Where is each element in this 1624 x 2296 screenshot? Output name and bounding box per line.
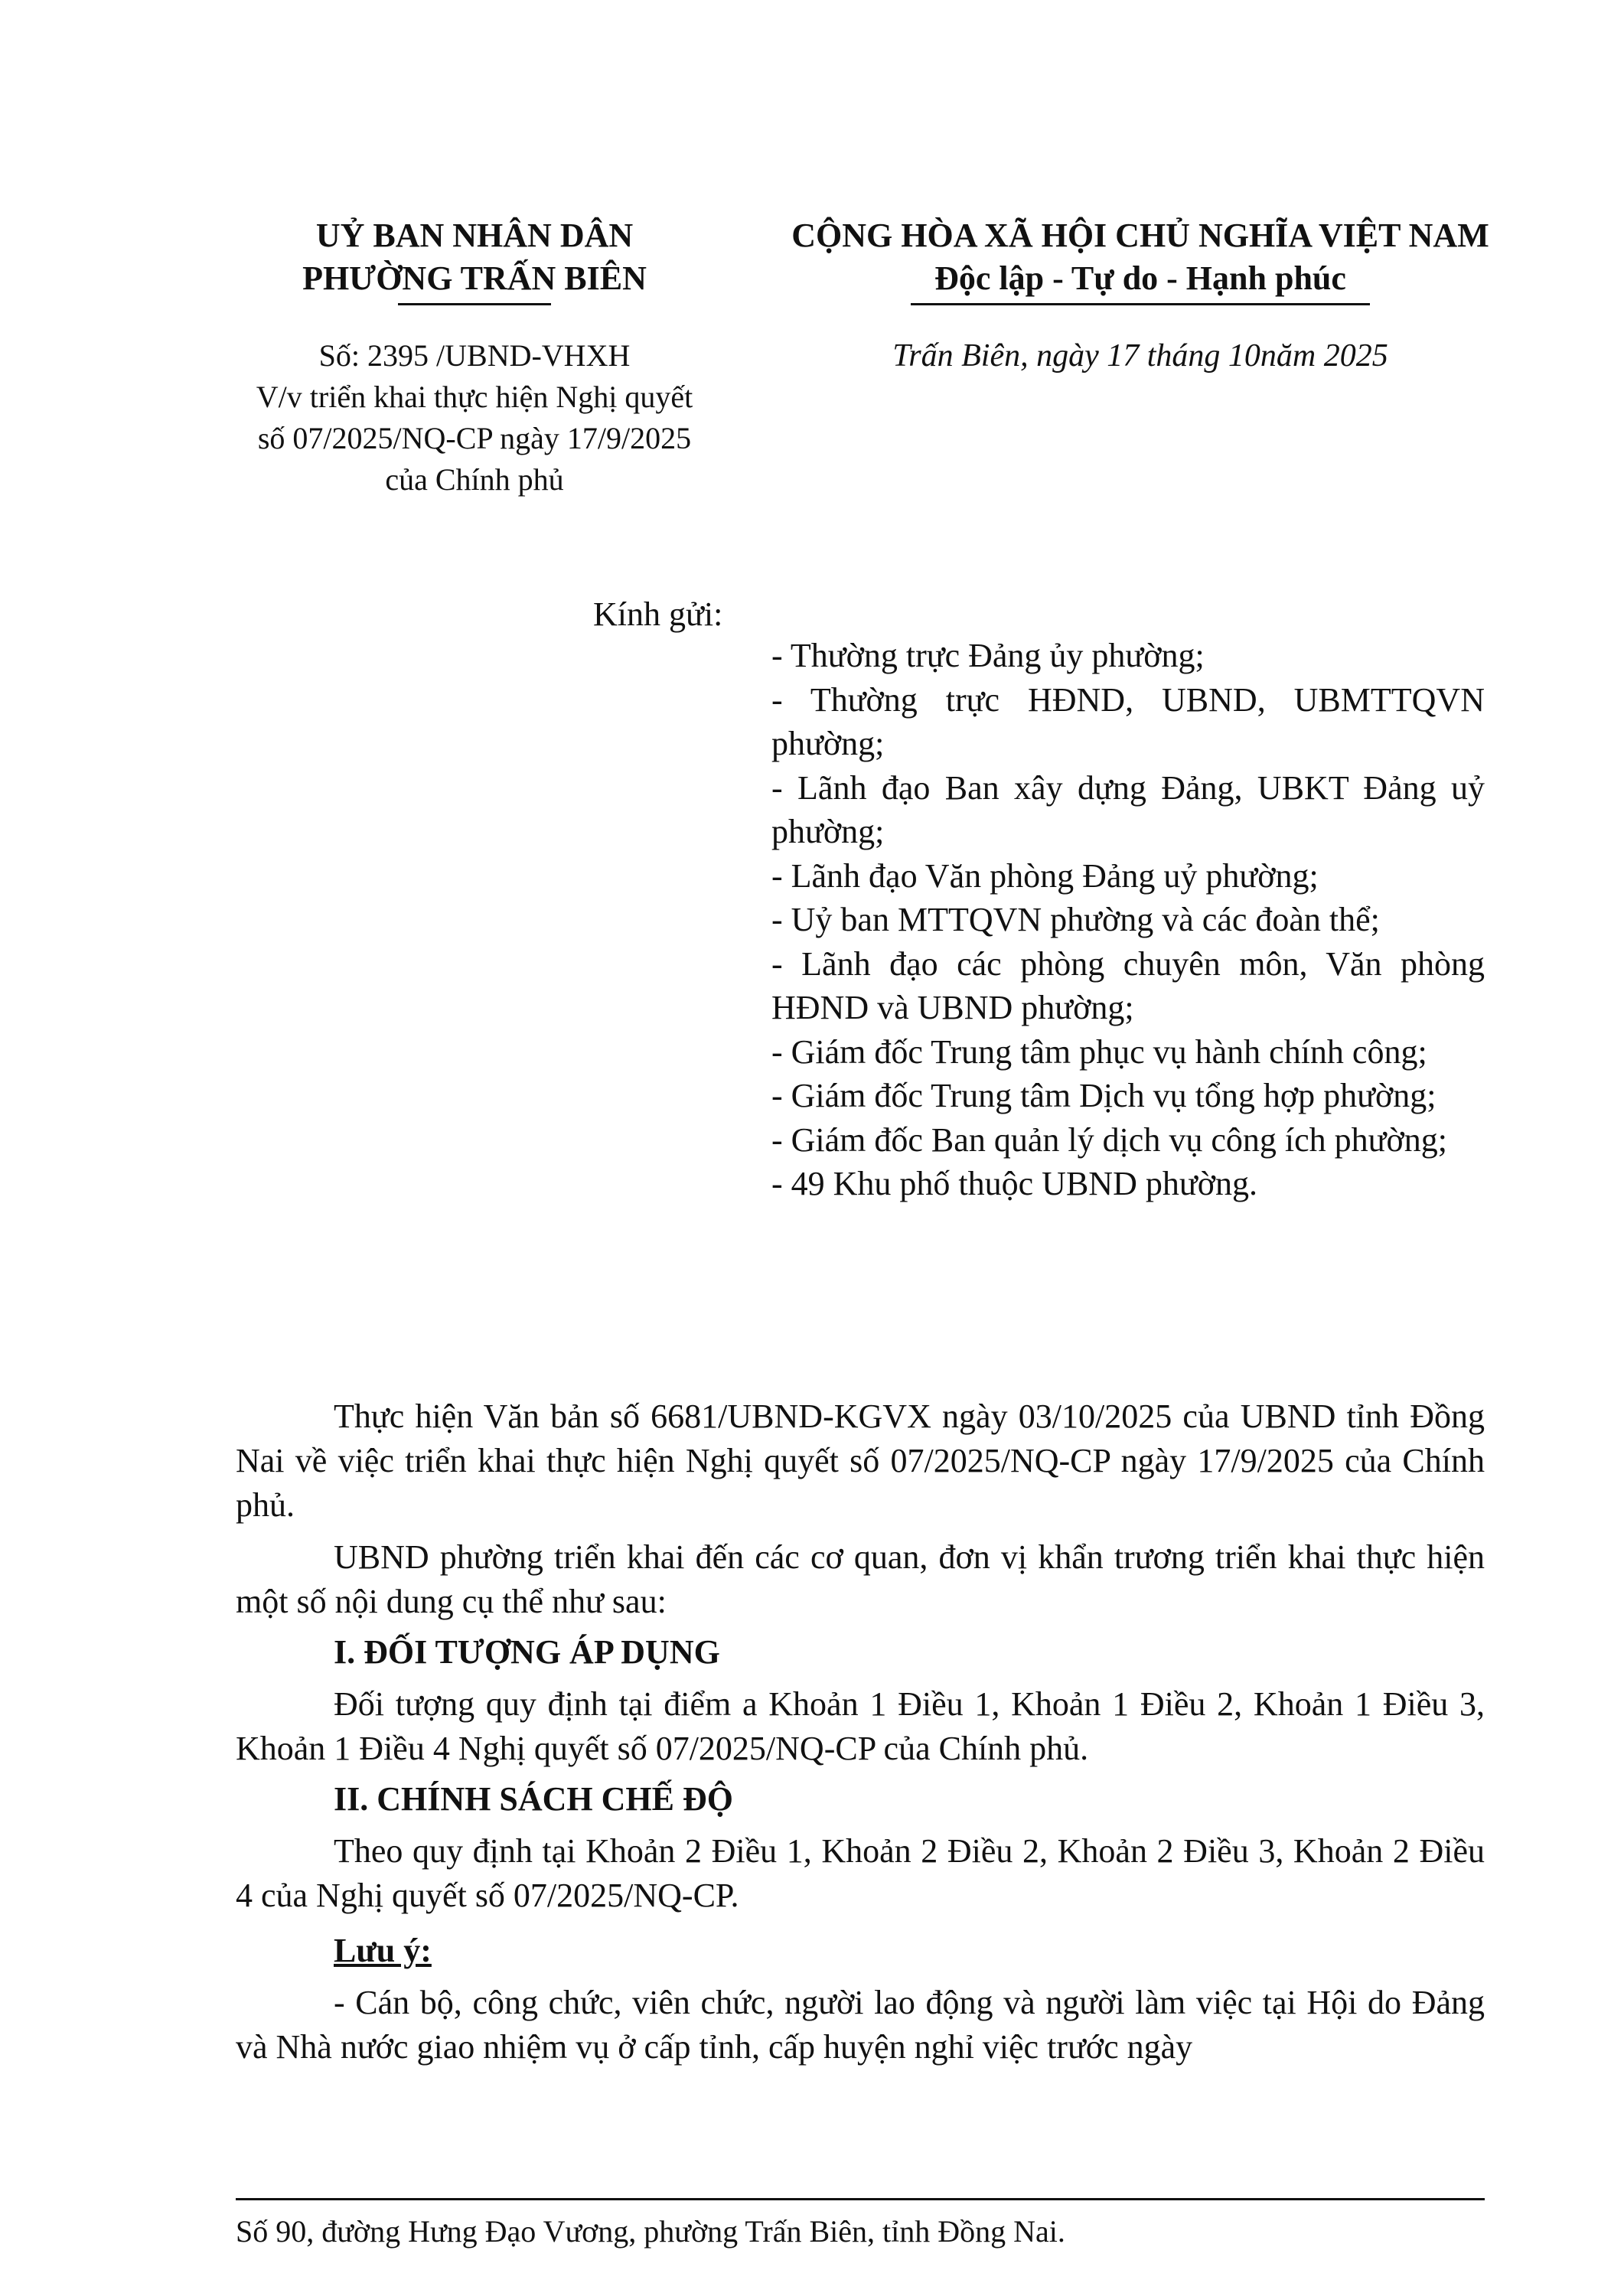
document-date: Trấn Biên, ngày 17 tháng 10năm 2025 (892, 338, 1388, 373)
recipient-item: - Uỷ ban MTTQVN phường và các đoàn thể; (771, 901, 1380, 938)
recipient-item: - Giám đốc Trung tâm phục vụ hành chính công; (771, 1032, 1427, 1071)
recipient-item: - Lãnh đạo các phòng chuyên môn, Văn phòng HĐND và UBND phường; (771, 944, 1485, 1026)
intro-paragraph: Thực hiện Văn bản số 6681/UBND-KGVX ngày 03/10/2025 của UBND tỉnh Đồng Nai về việc triển khai thực hiện Nghị quyết số 07/2025/NQ-CP ngày 17/9/2025 của Chính phủ. (236, 1397, 1485, 1524)
note-paragraph: - Cán bộ, công chức, viên chức, người lao động và người làm việc tại Hội do Đảng và Nhà nước giao nhiệm vụ ở cấp tỉnh, cấp huyện nghỉ việc trước ngày (236, 1984, 1485, 2066)
recipient-item: - Thường trực Đảng ủy phường; (771, 637, 1205, 674)
subject-line-2: số 07/2025/NQ-CP ngày 17/9/2025 (257, 421, 692, 455)
recipients-label: Kính gửi: (593, 595, 723, 633)
section-1-text: Đối tượng quy định tại điểm a Khoản 1 Điều 1, Khoản 1 Điều 2, Khoản 1 Điều 3, Khoản 1 Điều 4 Nghị quyết số 07/2025/NQ-CP của Chính phủ. (236, 1685, 1485, 1767)
note-label: Lưu ý: (334, 1932, 432, 1969)
subject-line-1: V/v triển khai thực hiện Nghị quyết (256, 380, 693, 414)
agency-underline (398, 303, 551, 305)
recipient-item: - Lãnh đạo Văn phòng Đảng uỷ phường; (771, 856, 1319, 895)
issuing-agency-header (184, 214, 765, 305)
intro-paragraph-2: UBND phường triển khai đến các cơ quan, đơn vị khẩn trương triển khai thực hiện một số nội dung cụ thể như sau: (236, 1538, 1485, 1620)
footer-divider (236, 2198, 1485, 2200)
recipient-item: - Lãnh đạo Ban xây dựng Đảng, UBKT Đảng uỷ phường; (771, 768, 1485, 850)
document-reference (184, 335, 765, 501)
section-2-text: Theo quy định tại Khoản 2 Điều 1, Khoản 2 Điều 2, Khoản 2 Điều 3, Khoản 2 Điều 4 của Nghị quyết số 07/2025/NQ-CP. (236, 1832, 1485, 1914)
recipient-item: - 49 Khu phố thuộc UBND phường. (771, 1165, 1257, 1202)
agency-line-2: PHƯỜNG TRẤN BIÊN (302, 259, 647, 297)
country-name: CỘNG HÒA XÃ HỘI CHỦ NGHĨA VIỆT NAM (791, 217, 1489, 254)
recipient-item: - Giám đốc Trung tâm Dịch vụ tổng hợp phường; (771, 1077, 1436, 1114)
document-body (236, 1394, 1485, 2069)
note-heading (236, 1929, 1485, 1973)
agency-line-1: UỶ BAN NHÂN DÂN (315, 217, 634, 254)
recipients-list (771, 634, 1485, 1206)
motto-underline (911, 303, 1370, 305)
motto: Độc lập - Tự do - Hạnh phúc (934, 259, 1346, 297)
document-number: Số: 2395 /UBND-VHXH (318, 338, 631, 373)
section-1-title: I. ĐỐI TƯỢNG ÁP DỤNG (334, 1633, 720, 1671)
section-2-title: II. CHÍNH SÁCH CHẾ ĐỘ (334, 1780, 733, 1818)
recipient-item: - Thường trực HĐND, UBND, UBMTTQVN phường; (771, 680, 1485, 762)
national-motto-header (765, 214, 1515, 305)
subject-line-3: của Chính phủ (385, 462, 564, 497)
footer-address: Số 90, đường Hưng Đạo Vương, phường Trấn Biên, tỉnh Đồng Nai. (236, 2214, 1065, 2249)
recipient-item: - Giám đốc Ban quản lý dịch vụ công ích phường; (771, 1120, 1447, 1159)
